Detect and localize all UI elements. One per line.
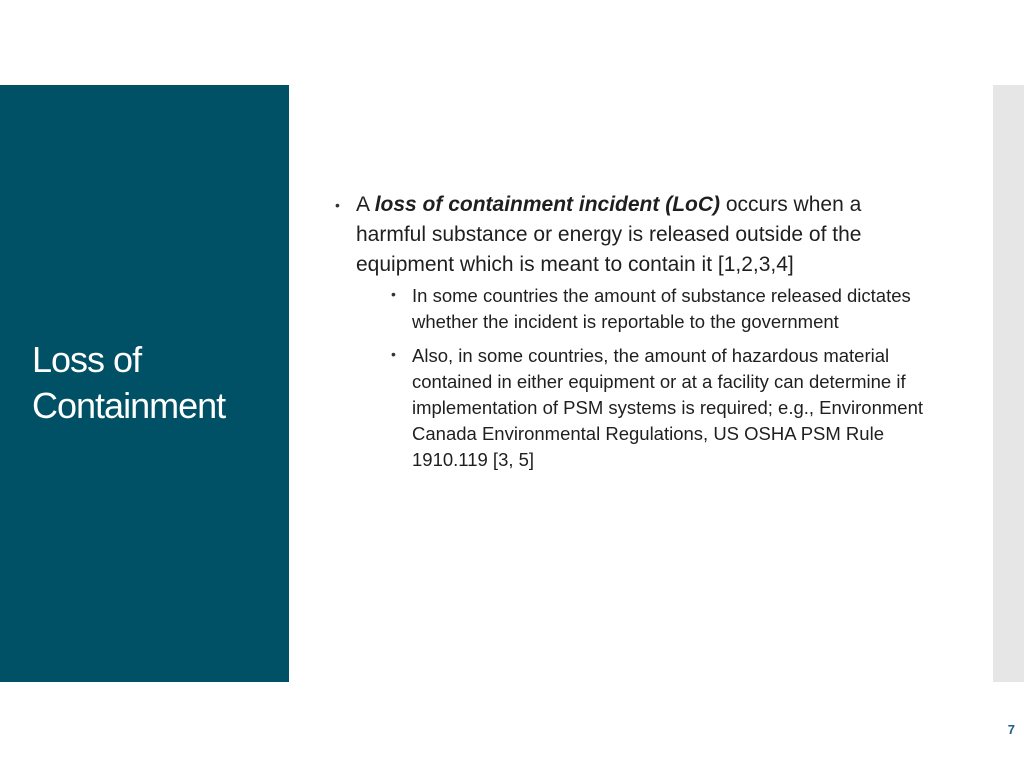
page-number: 7 xyxy=(1007,722,1015,737)
bullet-loc-definition xyxy=(335,190,926,280)
sub-bullet-text: In some countries the amount of substance released dictates whether the incident is reportable to the government xyxy=(412,285,911,332)
bullet-dot-icon: • xyxy=(391,346,396,362)
bullet-text: occurs when a harmful substance or energy is released outside of the equipment which is meant to contain it [1,2,3,4] xyxy=(356,193,862,276)
right-decorative-strip xyxy=(993,85,1024,682)
sub-bullet-psm-requirement xyxy=(391,343,930,473)
slide-content xyxy=(335,190,935,473)
slide-title: Loss of Containment xyxy=(32,339,226,426)
bullet-dot-icon: • xyxy=(335,197,340,213)
bullet-emphasis: loss of containment incident (LoC) xyxy=(374,193,721,216)
bullet-dot-icon: • xyxy=(391,286,396,302)
sub-bullet-text: Also, in some countries, the amount of hazardous material contained in either equipment or at a facility can determine if implementation of PSM systems is required; e.g., Environment Canada Environmental Regulations, US OSHA PSM Rule 1910.119 [3, 5] xyxy=(412,345,924,470)
sub-bullet-reportable xyxy=(391,283,930,335)
bullet-prefix: A xyxy=(356,193,375,216)
